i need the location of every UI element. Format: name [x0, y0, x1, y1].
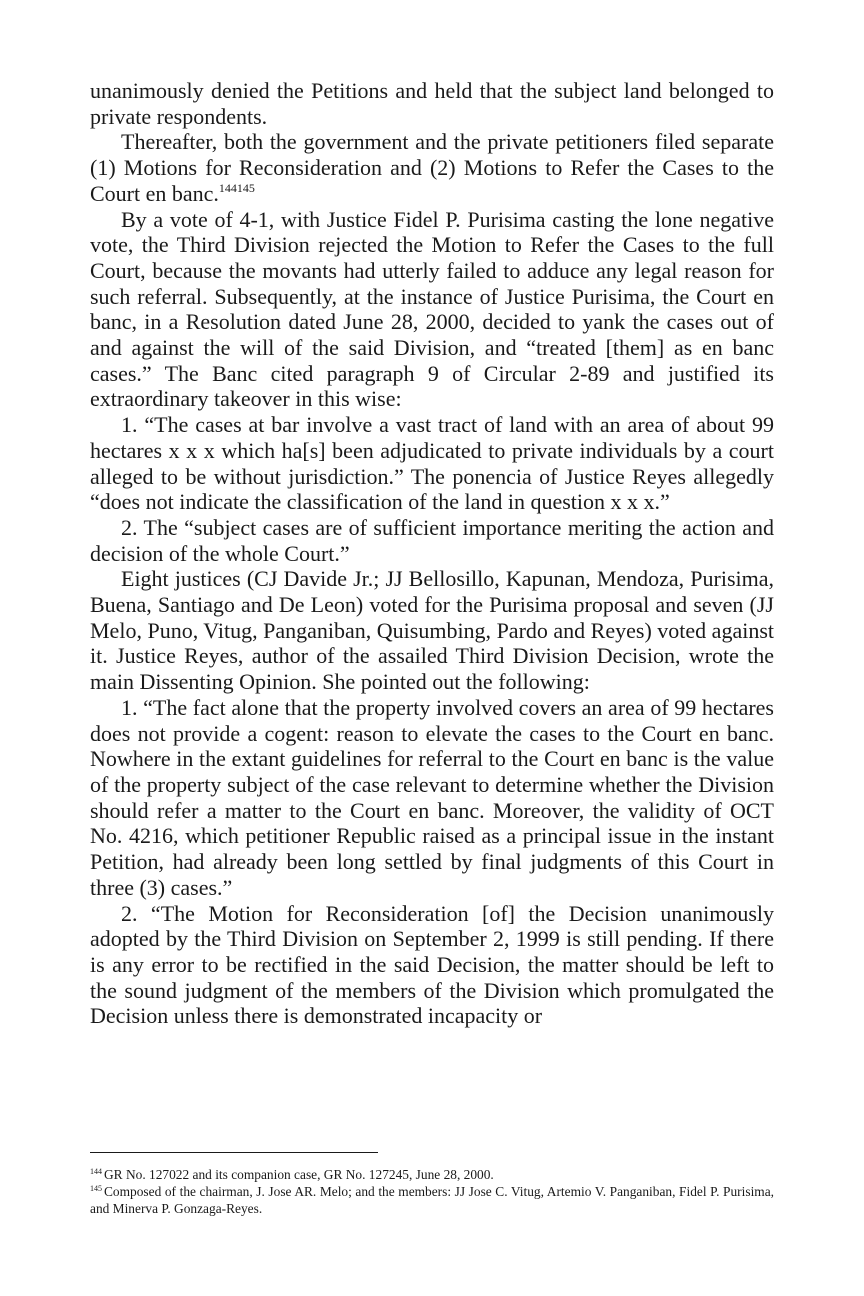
- footnote-divider: [90, 1152, 378, 1153]
- document-body: [90, 78, 774, 1029]
- quoted-point: 1. “The fact alone that the property involved covers an area of 99 hectares does not provide a cogent: reason to elevate the cases to the Court en banc. Nowhere in the extant guidelines for referral to the Court en banc is the value of the property subject of the case relevant to determine whether the Division should refer a matter to the Court en banc. Moreover, the validity of OCT No. 4216, which petitioner Republic raised as a principal issue in the instant Petition, had already been long settled by final judgments of this Court in three (3) cases.”: [90, 694, 774, 900]
- footnote-mark: 144: [90, 1167, 102, 1176]
- quoted-point: 2. The “subject cases are of sufficient importance meriting the action and decision of the whole Court.”: [90, 514, 774, 566]
- paragraph: By a vote of 4-1, with Justice Fidel P. Purisima casting the lone negative vote, the Third Division rejected the Motion to Refer the Cases to the full Court, because the movants had utterly failed to adduce any legal reason for such referral. Subsequently, at the instance of Justice Purisima, the Court en banc, in a Resolution dated June 28, 2000, decided to yank the cases out of and against the will of the said Division, and “treated [them] as en banc cases.” The Banc cited paragraph 9 of Circular 2-89 and justified its extraordinary takeover in this wise:: [90, 206, 774, 412]
- paragraph: Thereafter, both the government and the private petitioners filed separate (1) Motions for Reconsideration and (2) Motions to Refer the Cases to the Court en banc.$^{144145}$: [90, 129, 774, 206]
- paragraph: unanimously denied the Petitions and held that the subject land belonged to private respondents.: [90, 78, 774, 129]
- footnotes: [90, 1152, 774, 1217]
- footnote: $^{145}$ Composed of the chairman, J. Jose AR. Melo; and the members: JJ Jose C. Vitug, Artemio V. Panganiban, Fidel P. Purisima, and Minerva P. Gonzaga-Reyes.: [90, 1184, 774, 1216]
- footnote-reference: 144145: [218, 180, 255, 195]
- footnote: $^{144}$ GR No. 127022 and its companion case, GR No. 127245, June 28, 2000.: [90, 1167, 494, 1182]
- paragraph: Eight justices (CJ Davide Jr.; JJ Bellosillo, Kapunan, Mendoza, Purisima, Buena, Santiago and De Leon) voted for the Purisima proposal and seven (JJ Melo, Puno, Vitug, Panganiban, Quisumbing, Pardo and Reyes) voted against it. Justice Reyes, author of the assailed Third Division Decision, wrote the main Dissenting Opinion. She pointed out the following:: [90, 566, 774, 695]
- footnote-mark: 145: [90, 1184, 102, 1193]
- quoted-point: 1. “The cases at bar involve a vast tract of land with an area of about 99 hectares x x x which ha[s] been adjudicated to private individuals by a court alleged to be without jurisdiction.” The ponencia of Justice Reyes allegedly “does not indicate the classification of the land in question x x x.”: [90, 412, 774, 515]
- quoted-point: 2. “The Motion for Reconsideration [of] the Decision unanimously adopted by the Third Division on September 2, 1999 is still pending. If there is any error to be rectified in the said Decision, the matter should be left to the sound judgment of the members of the Division which promulgated the Decision unless there is demonstrated incapacity or: [90, 900, 774, 1029]
